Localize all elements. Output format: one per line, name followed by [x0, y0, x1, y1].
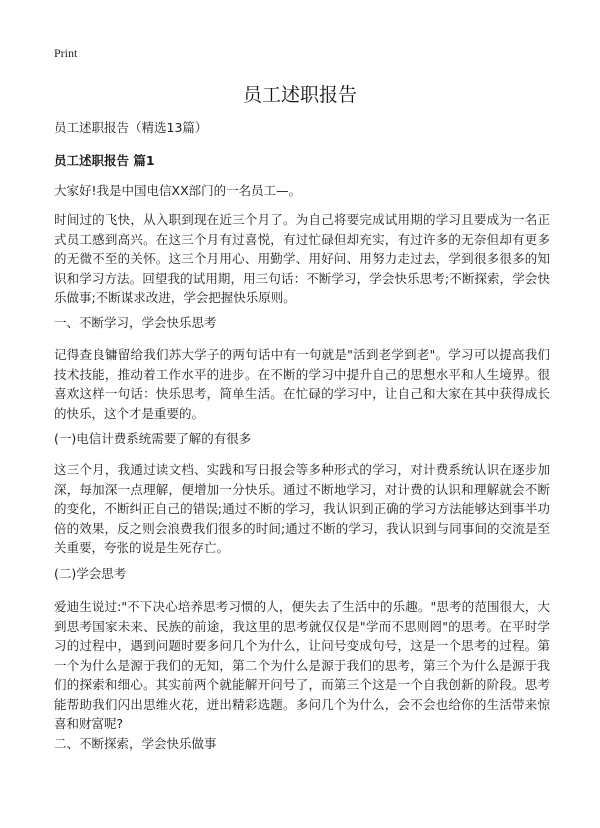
print-link[interactable]: Print — [54, 46, 78, 60]
subheading-billing-system: (一)电信计费系统需要了解的有很多 — [54, 431, 252, 446]
billing-paragraph: 这三个月，我通过读文档、实践和写日报会等多种形式的学习，对计费系统认识在逐步加深，每加深一点理解，便增加一分快乐。通过不断地学习，对计费的认识和理解就会不断的变化，不断纠正自己的错误;通过不断的学习，我认识到正确的学习方法能够达到事半功倍的效果，反之则会浪费我们很多的时间;通过不断的学习，我认识到与同事间的交流是至关重要，夸张的说是生死存亡。 — [54, 462, 550, 555]
heading-continuous-learning: 一、不断学习，学会快乐思考 — [54, 315, 217, 330]
greeting-paragraph: 大家好!我是中国电信XX部门的一名员工—。 — [54, 183, 302, 198]
subheading-learn-to-think: (二)学会思考 — [54, 566, 127, 581]
page-title: 员工述职报告 — [242, 84, 357, 106]
section-heading: 员工述职报告 篇1 — [54, 153, 155, 168]
heading-continuous-exploration: 二、不断探索，学会快乐做事 — [54, 736, 217, 751]
learning-paragraph: 记得查良镛留给我们苏大学子的两句话中有一句就是"活到老学到老"。学习可以提高我们技术技能，推动着工作水平的进步。在不断的学习中提升自己的思想水平和人生境界。很喜欢这样一句话：快乐思考，简单生活。在忙碌的学习中，让自己和大家在其中获得成长的快乐，这个才是重要的。 — [54, 347, 550, 421]
intro-paragraph: 时间过的飞快，从入职到现在近三个月了。为自己将要完成试用期的学习且要成为一名正式员工感到高兴。在这三个月有过喜悦，有过忙碌但却充实，有过许多的无奈但却有更多的无微不至的关怀。这三个月用心、用勤学、用好问、用努力走过去，学到很多很多的知识和学习方法。回望我的试用期，用三句话：不断学习，学会快乐思考;不断探索，学会快乐做事;不断谋求改进，学会把握快乐原则。 — [54, 212, 550, 305]
document-subtitle: 员工述职报告（精选13篇） — [54, 120, 208, 135]
thinking-paragraph: 爱迪生说过:"不下决心培养思考习惯的人，便失去了生活中的乐趣。"思考的范围很大，大到思考国家未来、民族的前途，我这里的思考就仅仅是"学而不思则罔"的思考。在平时学习的过程中，遇到问题时要多问几个为什么，让问号变成句号，这是一个思考的过程。第一个为什么是源于我们的无知，第二个为什么是源于我们的思考，第三个为什么是源于我们的探索和细心。其实前两个就能解开问号了，而第三个这是一个自我创新的阶段。思考能帮助我们闪出思维火花，迸出精彩选题。多问几个为什么，会不会也给你的生活带来惊喜和财富呢? — [54, 599, 550, 731]
